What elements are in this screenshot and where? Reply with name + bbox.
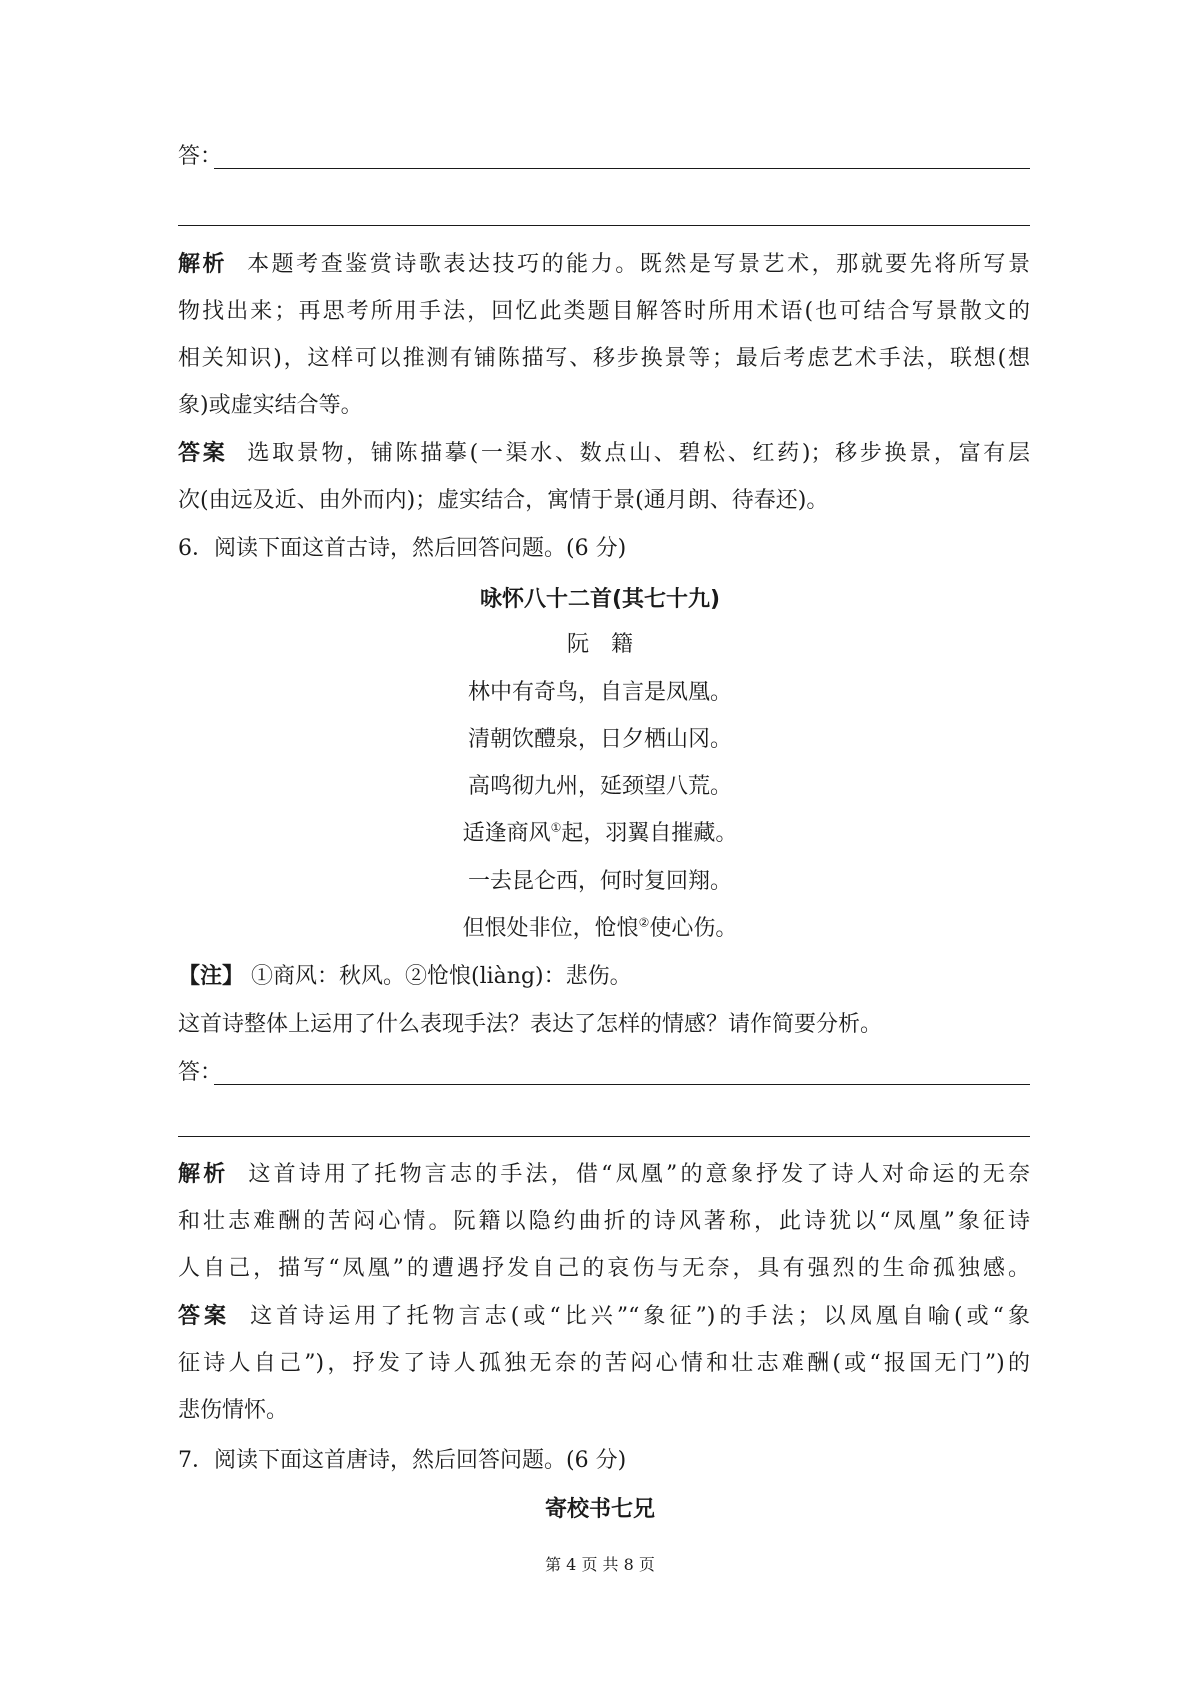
answer-tag: 答案 <box>178 1304 231 1329</box>
page-footer: 第 4 页 共 8 页 <box>545 1555 655 1574</box>
analysis-line: 解析 本题考查鉴赏诗歌表达技巧的能力。既然是写景艺术，那就要先将所写景 <box>178 252 1030 277</box>
poem-title: 寄校书七兄 <box>544 1497 655 1522</box>
analysis-line: 和壮志难酬的苦闷心情。阮籍以隐约曲折的诗风著称，此诗犹以“凤凰”象征诗 <box>178 1209 1030 1234</box>
answer-line: 征诗人自己”)，抒发了诗人孤独无奈的苦闷心情和壮志难酬(或“报国无门”)的 <box>178 1351 1030 1376</box>
question-prompt: 6．阅读下面这首古诗，然后回答问题。(6 分) <box>178 536 627 561</box>
answer-tag: 答案 <box>178 441 228 466</box>
poem-line: 林中有奇鸟，自言是凤凰。 <box>467 680 732 705</box>
analysis-line: 解析 这首诗用了托物言志的手法，借“凤凰”的意象抒发了诗人对命运的无奈 <box>178 1162 1030 1187</box>
page-number: 4 <box>566 1555 577 1574</box>
footnote-marker: ① <box>550 820 562 835</box>
answer-label: 答： <box>178 144 223 169</box>
poem-author: 阮 籍 <box>566 632 633 657</box>
poem-line: 一去昆仑西，何时复回翔。 <box>467 869 732 894</box>
analysis-line: 物找出来；再思考所用手法，回忆此类题目解答时所用术语(也可结合写景散文的 <box>178 299 1030 324</box>
answer-blank-line <box>178 1136 1030 1137</box>
analysis-line: 人自己，描写“凤凰”的遭遇抒发自己的哀伤与无奈，具有强烈的生命孤独感。 <box>178 1256 1030 1281</box>
answer-blank-line <box>214 168 1030 169</box>
answer-line: 答案 选取景物，铺陈描摹(一渠水、数点山、碧松、红药)；移步换景，富有层 <box>178 441 1030 466</box>
analysis-tag: 解析 <box>178 1162 229 1187</box>
answer-row <box>178 1058 1030 1088</box>
answer-blank-line <box>214 1084 1030 1085</box>
answer-blank-line <box>178 225 1030 226</box>
answer-label: 答： <box>178 1060 223 1085</box>
poem-line: 适逢商风①起，羽翼自摧藏。 <box>462 820 738 846</box>
poem-line: 清朝饮醴泉，日夕栖山冈。 <box>467 727 732 752</box>
note-tag: 【注】 <box>178 964 245 989</box>
analysis-line: 相关知识)，这样可以推测有铺陈描写、移步换景等；最后考虑艺术手法，联想(想 <box>178 346 1030 371</box>
poem-line: 但恨处非位，怆悢②使心伤。 <box>462 915 738 941</box>
analysis-tag: 解析 <box>178 252 228 277</box>
answer-line: 悲伤情怀。 <box>178 1398 289 1423</box>
page-total: 8 <box>623 1555 634 1574</box>
question-text: 这首诗整体上运用了什么表现手法？表达了怎样的情感？请作简要分析。 <box>178 1012 883 1037</box>
question-prompt: 7．阅读下面这首唐诗，然后回答问题。(6 分) <box>178 1448 627 1473</box>
answer-line: 次(由远及近、由外而内)；虚实结合，寓情于景(通月朗、待春还)。 <box>178 488 829 513</box>
poem-title: 咏怀八十二首(其七十九) <box>479 587 721 612</box>
poem-line: 高鸣彻九州，延颈望八荒。 <box>467 774 732 799</box>
analysis-line: 象)或虚实结合等。 <box>178 393 363 418</box>
answer-row <box>178 142 1030 172</box>
answer-line: 答案 这首诗运用了托物言志(或“比兴”“象征”)的手法；以凤凰自喻(或“象 <box>178 1304 1030 1329</box>
footnote-marker: ② <box>638 915 650 930</box>
note-line: 【注】 ①商风：秋风。②怆悢(liàng)：悲伤。 <box>178 964 632 989</box>
